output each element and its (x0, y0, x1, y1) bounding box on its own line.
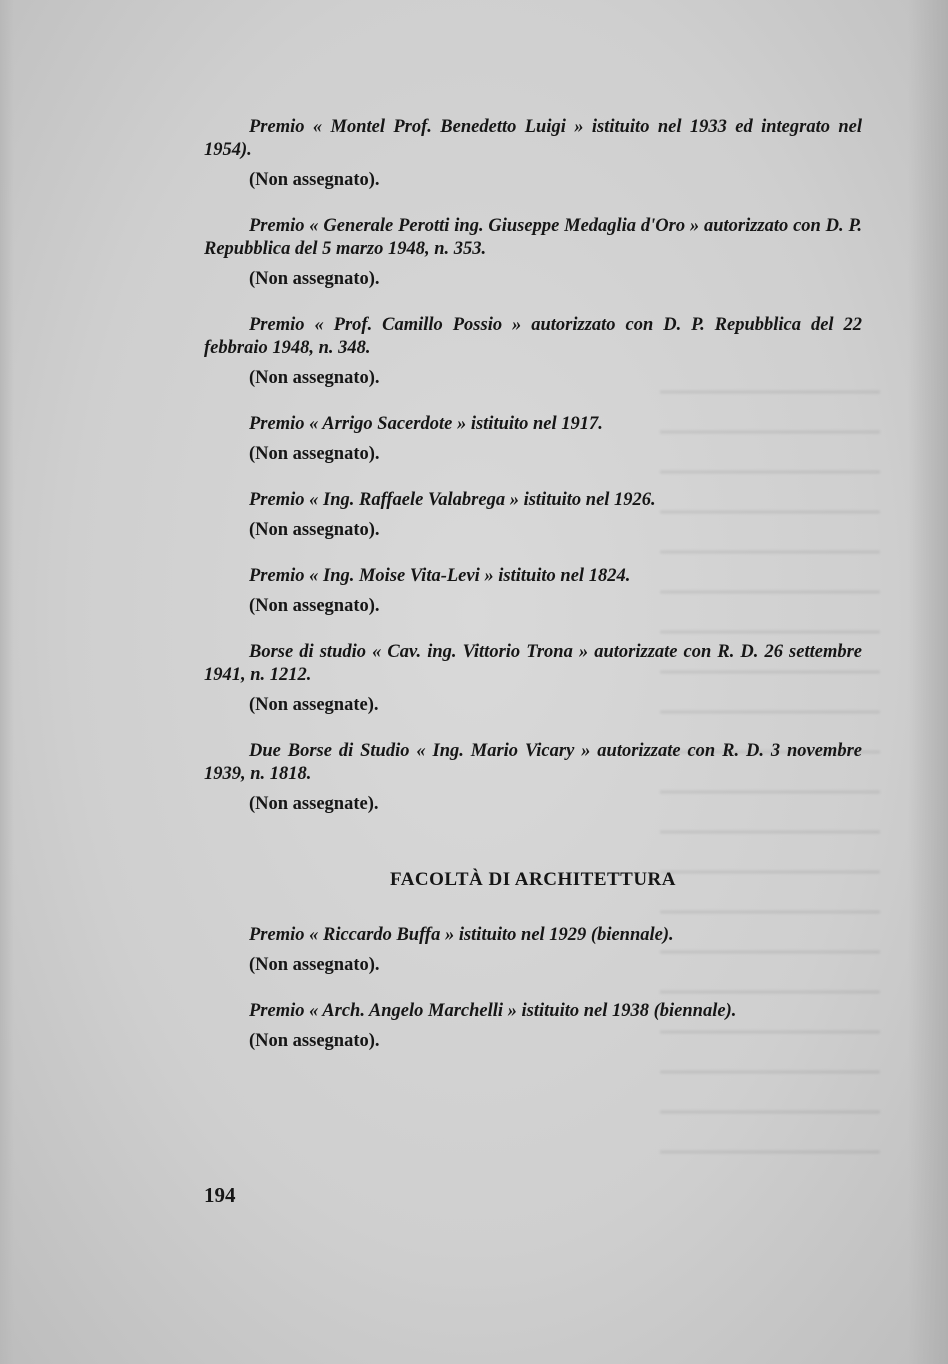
prize-entry (204, 215, 862, 291)
prize-status: (Non assegnato). (249, 596, 380, 616)
prize-status: (Non assegnato). (249, 444, 380, 464)
prize-entry (204, 1000, 862, 1053)
prize-list-architecture (204, 924, 862, 1053)
scholarship-status: (Non assegnate). (249, 695, 379, 715)
page-edge-shadow-left (0, 0, 14, 1364)
prize-title: Premio « Riccardo Buffa » istituito nel 1929 (biennale). (249, 925, 674, 945)
prize-entry (204, 413, 862, 466)
page-edge-shadow-right (908, 0, 948, 1364)
scholarship-entry (204, 641, 862, 717)
prize-status: (Non assegnato). (249, 520, 380, 540)
prize-entry (204, 565, 862, 618)
prize-status: (Non assegnato). (249, 368, 380, 388)
section-heading: FACOLTÀ DI ARCHITETTURA (390, 869, 676, 890)
prize-title: Premio « Arch. Angelo Marchelli » istituito nel 1938 (biennale). (249, 1001, 737, 1021)
scholarship-status: (Non assegnate). (249, 794, 379, 814)
scholarship-title: Borse di studio « Cav. ing. Vittorio Trona » autorizzate con R. D. 26 settembre 1941, n. 1212. (204, 642, 862, 685)
prize-entry (204, 116, 862, 192)
prize-title: Premio « Ing. Raffaele Valabrega » istituito nel 1926. (249, 490, 656, 510)
prize-status: (Non assegnato). (249, 170, 380, 190)
page-number: 194 (204, 1183, 236, 1207)
prize-list-engineering (204, 116, 862, 816)
prize-title: Premio « Generale Perotti ing. Giuseppe Medaglia d'Oro » autorizzato con D. P. Repubblica del 5 marzo 1948, n. 353. (204, 216, 862, 259)
prize-entry (204, 924, 862, 977)
prize-status: (Non assegnato). (249, 1031, 380, 1051)
prize-title: Premio « Prof. Camillo Possio » autorizzato con D. P. Repubblica del 22 febbraio 1948, n. 348. (204, 315, 862, 358)
scholarship-title: Due Borse di Studio « Ing. Mario Vicary » autorizzate con R. D. 3 novembre 1939, n. 1818. (204, 741, 862, 784)
prize-entry (204, 314, 862, 390)
prize-title: Premio « Ing. Moise Vita-Levi » istituito nel 1824. (249, 566, 631, 586)
prize-status: (Non assegnato). (249, 269, 380, 289)
scholarship-entry (204, 740, 862, 816)
text-column (204, 116, 862, 1076)
prize-status: (Non assegnato). (249, 955, 380, 975)
prize-title: Premio « Arrigo Sacerdote » istituito nel 1917. (249, 414, 603, 434)
prize-entry (204, 489, 862, 542)
prize-title: Premio « Montel Prof. Benedetto Luigi » istituito nel 1933 ed integrato nel 1954). (204, 117, 862, 160)
